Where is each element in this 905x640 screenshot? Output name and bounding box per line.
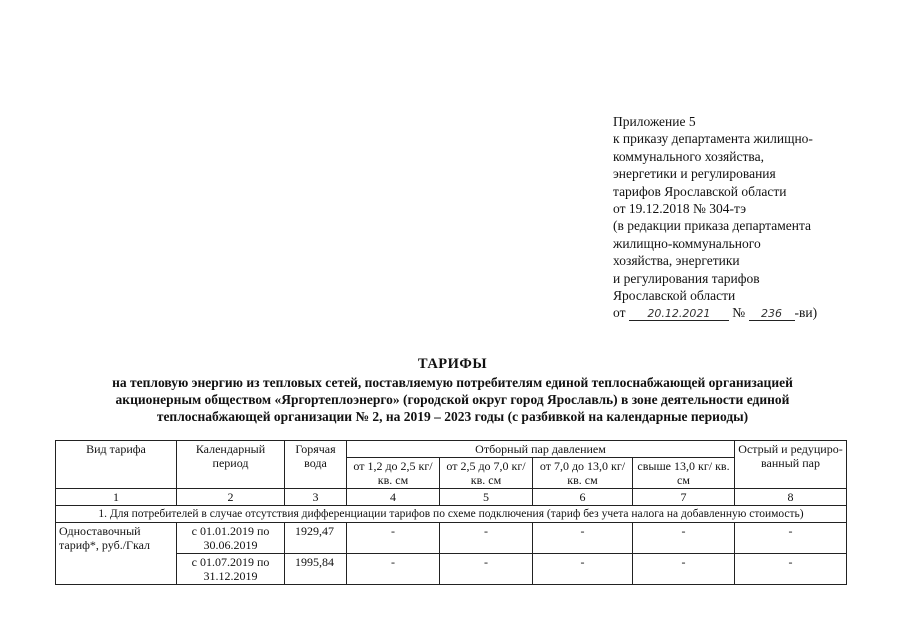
column-number: 8: [735, 489, 847, 506]
header-period: Календарный период: [177, 441, 285, 489]
steam-2-cell: -: [440, 523, 533, 554]
title-line: на тепловую энергию из тепловых сетей, поставляемую потребителям единой теплоснабжающей организацией: [112, 375, 793, 390]
appendix-line: к приказу департамента жилищно-: [613, 131, 813, 147]
handwritten-date: 20.12.2021: [629, 307, 729, 321]
number-sign: №: [732, 305, 746, 321]
steam-4-cell: -: [633, 523, 735, 554]
appendix-line: (в редакции приказа департамента: [613, 218, 812, 234]
header-steam-4: свыше 13,0 кг/ кв. см: [633, 458, 735, 489]
appendix-line: Ярославской области: [613, 288, 736, 304]
steam-1-cell: -: [347, 523, 440, 554]
steam-4-cell: -: [633, 554, 735, 585]
column-number: 5: [440, 489, 533, 506]
document-title: [40, 356, 865, 425]
header-tariff-type: Вид тарифа: [56, 441, 177, 489]
appendix-line: тарифов Ярославской области: [613, 183, 787, 199]
table-row: [56, 523, 847, 554]
header-steam-2: от 2,5 до 7,0 кг/ кв. см: [440, 458, 533, 489]
header-sharp-steam: Острый и редуциро-ванный пар: [735, 441, 847, 489]
sharp-steam-cell: -: [735, 523, 847, 554]
header-steam-3: от 7,0 до 13,0 кг/ кв. см: [533, 458, 633, 489]
steam-3-cell: -: [533, 554, 633, 585]
tariffs-table: [55, 440, 847, 585]
amendment-suffix: -ви): [794, 305, 818, 321]
header-row: [56, 441, 847, 458]
hot-water-cell: 1995,84: [285, 554, 347, 585]
header-hot-water: Горячая вода: [285, 441, 347, 489]
title-main: ТАРИФЫ: [417, 356, 488, 372]
appendix-line: жилищно-коммунального: [613, 235, 761, 251]
column-number: 7: [633, 489, 735, 506]
header-steam-1: от 1,2 до 2,5 кг/ кв. см: [347, 458, 440, 489]
header-steam-group: Отборный пар давлением: [347, 441, 735, 458]
appendix-block: [613, 113, 893, 322]
steam-2-cell: -: [440, 554, 533, 585]
period-cell: с 01.07.2019 по 31.12.2019: [177, 554, 285, 585]
tariff-name: Одноставочный тариф*, руб./Гкал: [56, 523, 177, 585]
handwritten-number: 236: [749, 307, 795, 321]
column-number: 3: [285, 489, 347, 506]
title-line: акционерным обществом «Яргортеплоэнерго» (городской округ город Ярославль) в зоне деятельности единой: [115, 392, 790, 407]
appendix-line: и регулирования тарифов: [613, 270, 760, 286]
appendix-line: от 19.12.2018 № 304-тэ: [613, 201, 747, 217]
appendix-line: коммунального хозяйства,: [613, 148, 764, 164]
column-number: 4: [347, 489, 440, 506]
section-row: [56, 506, 847, 523]
hot-water-cell: 1929,47: [285, 523, 347, 554]
appendix-line: Приложение 5: [613, 114, 696, 129]
column-number: 6: [533, 489, 633, 506]
section-title: 1. Для потребителей в случае отсутствия дифференциации тарифов по схеме подключения (тариф без учета налога на добавленную стоимость): [56, 506, 847, 523]
title-line: теплоснабжающей организации № 2, на 2019 – 2023 годы (с разбивкой на календарные периоды): [156, 409, 749, 424]
column-number: 1: [56, 489, 177, 506]
appendix-line: энергетики и регулирования: [613, 166, 776, 182]
appendix-amendment-line: [613, 304, 893, 321]
amendment-prefix: от: [613, 305, 626, 321]
column-number: 2: [177, 489, 285, 506]
steam-1-cell: -: [347, 554, 440, 585]
steam-3-cell: -: [533, 523, 633, 554]
column-numbers-row: [56, 489, 847, 506]
appendix-line: хозяйства, энергетики: [613, 253, 740, 269]
period-cell: с 01.01.2019 по 30.06.2019: [177, 523, 285, 554]
sharp-steam-cell: -: [735, 554, 847, 585]
